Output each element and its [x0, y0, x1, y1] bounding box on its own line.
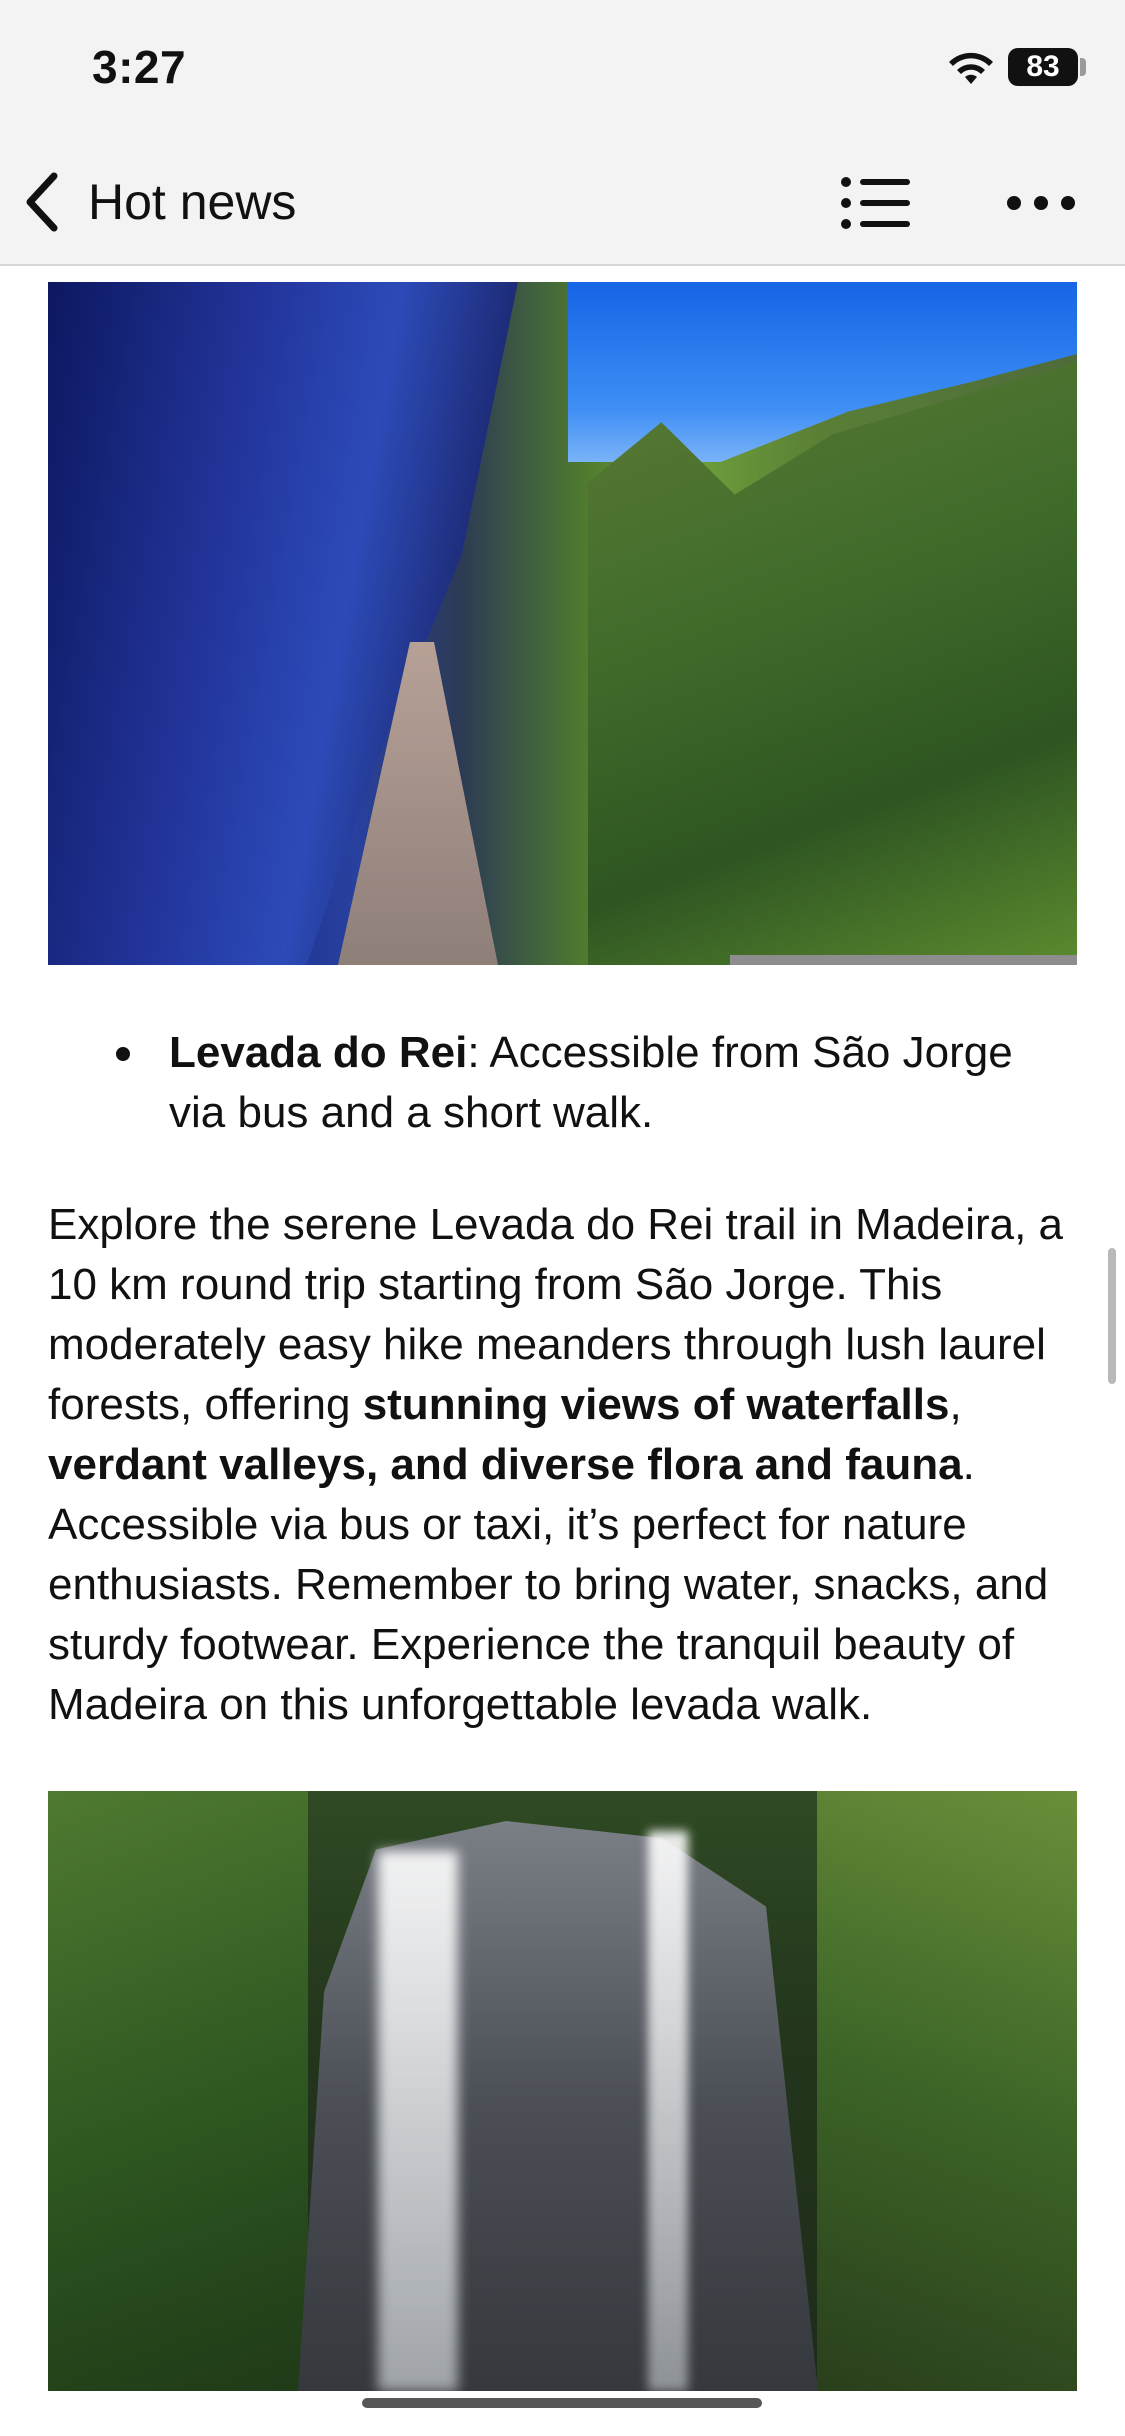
bullet-list: [48, 1023, 1077, 1143]
paragraph-text: . Accessible via bus or taxi, it’s perfect for nature enthusiasts. Remember to bring water, snacks, and sturdy footwear. Experience the tranquil beauty of Madeira on this unforgettable levada walk.: [48, 1440, 1049, 1729]
chevron-left-icon: [20, 170, 64, 234]
navigation-bar: [0, 140, 1125, 266]
list-item: [48, 1023, 1077, 1143]
paragraph-text: Explore the serene Levada do Rei trail in Madeira, a 10 km round trip starting from São Jorge. This moderately easy hike meanders through lush laurel forests, offering: [48, 1200, 1064, 1429]
bullet-dot: [116, 1047, 130, 1061]
battery-cap: [1080, 58, 1086, 76]
back-label: Hot news: [88, 174, 297, 230]
status-time: 3:27: [92, 41, 187, 93]
article-content: [48, 282, 1077, 2391]
list-icon[interactable]: [838, 168, 914, 238]
article-paragraph: [48, 1195, 1077, 1735]
image-progress-bar: [730, 955, 1077, 965]
paragraph-text: ,: [949, 1380, 962, 1429]
home-indicator[interactable]: [362, 2398, 762, 2408]
paragraph-bold-text: stunning views of waterfalls: [362, 1380, 950, 1429]
paragraph-bold-text: verdant valleys, and diverse flora and fauna: [48, 1440, 963, 1489]
ellipsis-icon[interactable]: [1000, 168, 1082, 238]
waterfall-photo: [48, 1791, 1077, 2391]
status-bar: [0, 0, 1125, 140]
levada-trail-photo: [48, 282, 1077, 965]
scrollbar[interactable]: [1108, 1248, 1116, 1384]
battery-indicator: 83: [1008, 48, 1078, 86]
wifi-icon: [946, 48, 996, 88]
bullet-bold-text: Levada do Rei: [169, 1028, 468, 1077]
back-button[interactable]: [20, 158, 340, 246]
bullet-text: : Accessible from São Jorge via bus and a short walk.: [169, 1028, 1013, 1137]
